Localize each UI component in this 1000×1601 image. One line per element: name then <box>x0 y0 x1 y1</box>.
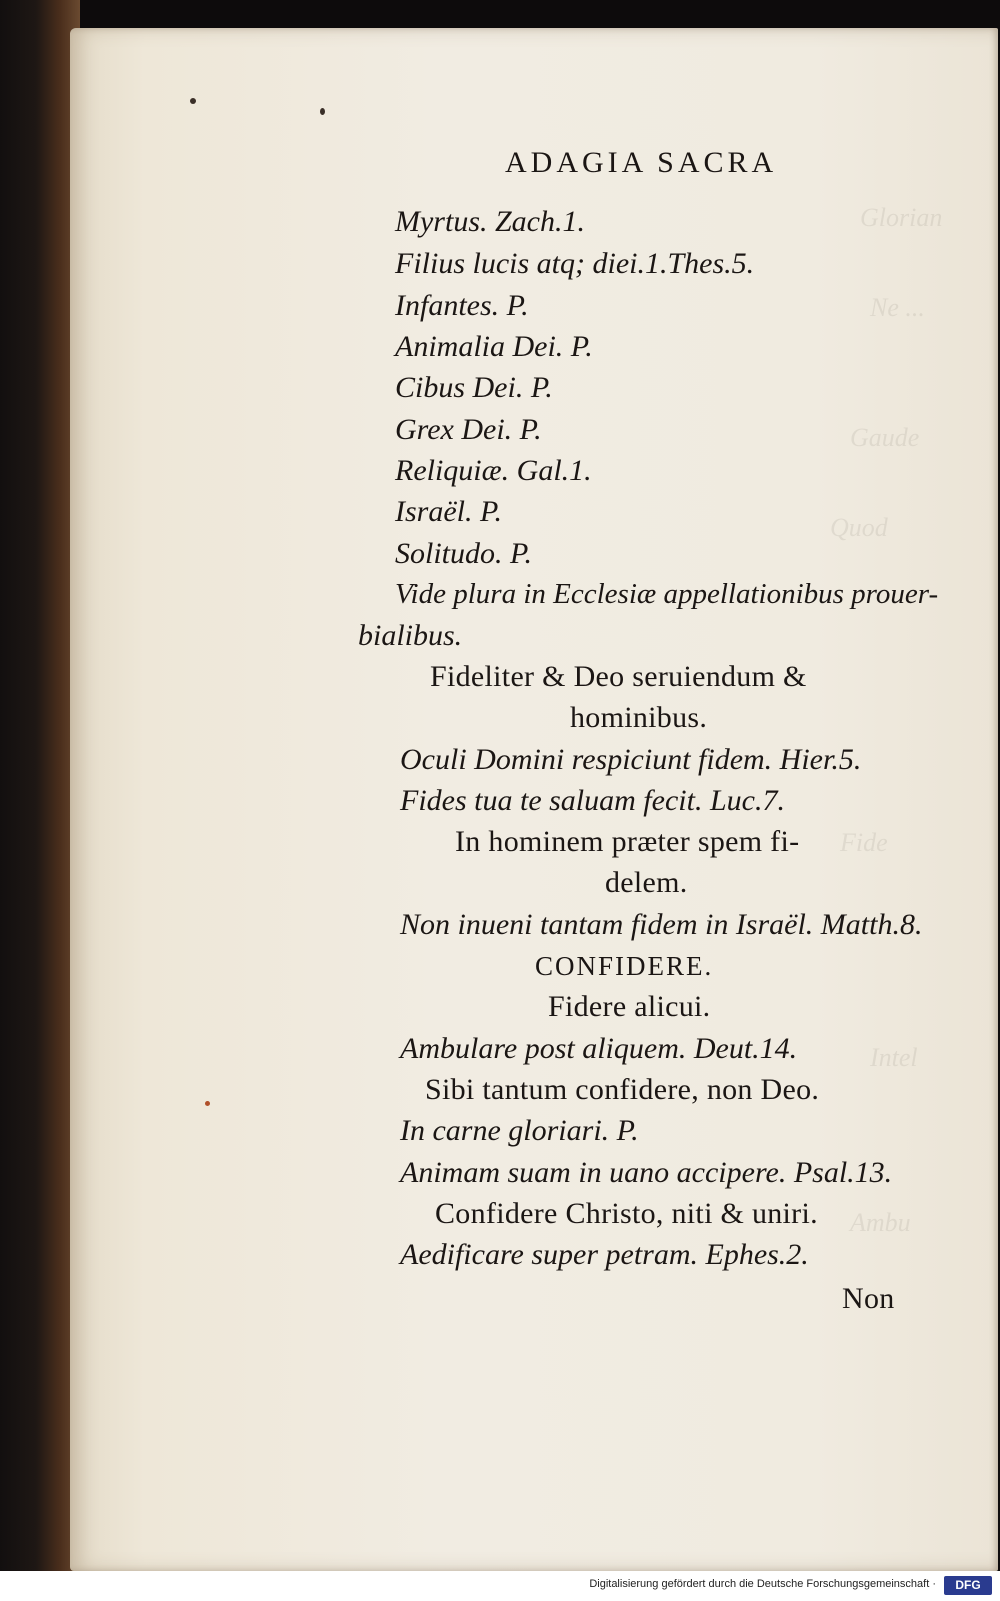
section-heading: Fidere alicui. <box>548 990 711 1023</box>
book-spine-edge <box>0 0 80 1601</box>
text-line: Reliquiæ. Gal.1. <box>395 454 592 487</box>
text-line: Non inueni tantam fidem in Israël. Matth.8. <box>400 908 923 941</box>
text-line: Aedificare super petram. Ephes.2. <box>400 1238 809 1271</box>
catchword: Non <box>842 1282 895 1315</box>
section-heading: Confidere Christo, niti & uniri. <box>435 1197 818 1230</box>
running-head: ADAGIA SACRA <box>505 146 778 179</box>
book-page: Glorian Ne ... Gaude Quod Fide Intel Ambu <box>70 28 998 1571</box>
text-line: Ambulare post aliquem. Deut.14. <box>400 1032 798 1065</box>
footer-bar <box>0 1571 1000 1601</box>
text-line: Grex Dei. P. <box>395 413 542 446</box>
text-line: Vide plura in Ecclesiæ appellationibus prouer- <box>395 578 939 610</box>
text-line: Israël. P. <box>395 495 502 528</box>
text-line: In carne gloriari. P. <box>400 1114 639 1147</box>
text-line: Infantes. P. <box>395 289 529 322</box>
funding-credit: Digitalisierung gefördert durch die Deutsche Forschungsgemeinschaft · <box>589 1578 936 1590</box>
text-line: Solitudo. P. <box>395 537 532 570</box>
text-line: bialibus. <box>358 619 463 652</box>
text-line: Myrtus. Zach.1. <box>395 205 585 238</box>
text-line: Filius lucis atq; diei.1.Thes.5. <box>395 247 755 280</box>
text-line: Fides tua te saluam fecit. Luc.7. <box>400 784 785 817</box>
section-heading: Sibi tantum confidere, non Deo. <box>425 1073 820 1106</box>
text-line: Cibus Dei. P. <box>395 371 553 404</box>
section-heading: Fideliter & Deo seruiendum & <box>430 660 807 693</box>
text-line: Animam suam in uano accipere. Psal.13. <box>400 1156 893 1189</box>
section-heading: In hominem præter spem fi- <box>455 825 800 858</box>
section-heading: hominibus. <box>570 701 708 734</box>
section-heading: delem. <box>605 866 688 899</box>
text-line: Oculi Domini respiciunt fidem. Hier.5. <box>400 743 862 776</box>
dfg-logo: DFG <box>944 1576 992 1595</box>
text-line: Animalia Dei. P. <box>395 330 593 363</box>
section-heading: CONFIDERE. <box>535 951 714 981</box>
